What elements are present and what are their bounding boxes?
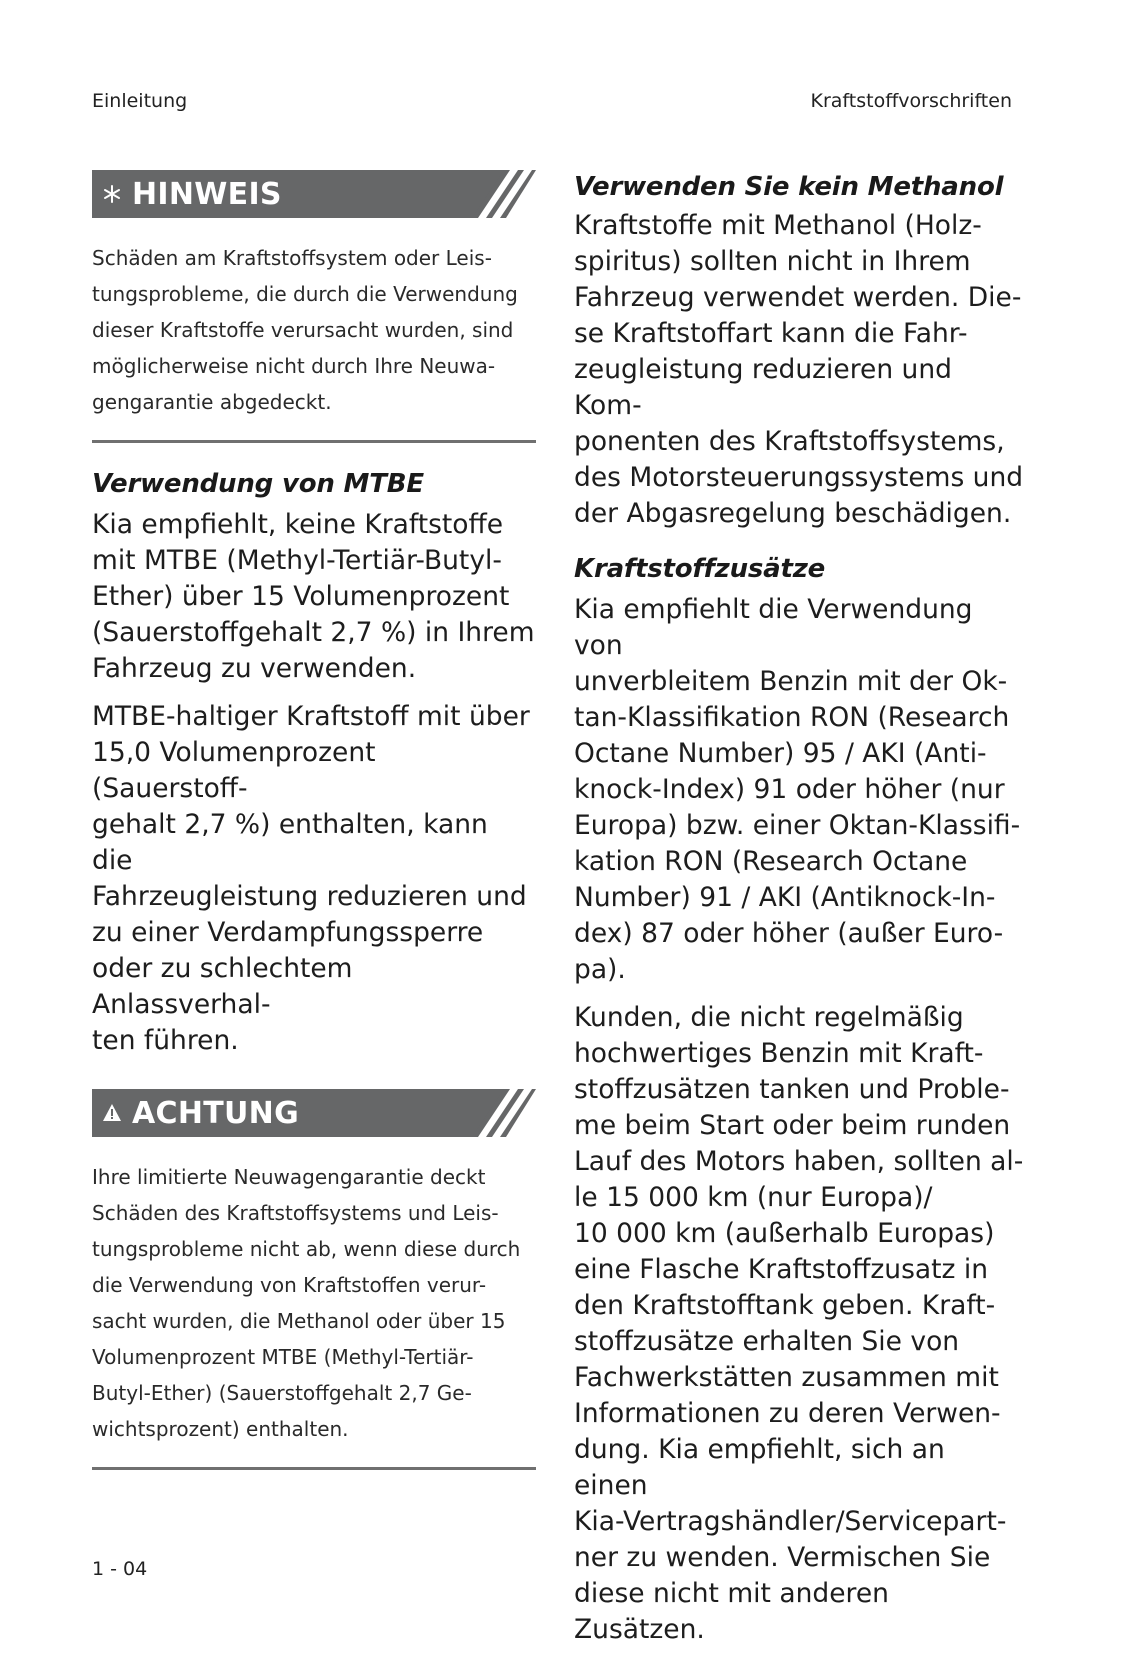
text-line: ponenten des Kraftstoffsystems,	[574, 426, 1005, 457]
achtung-box	[92, 1089, 536, 1470]
text-line: Octane Number) 95 / AKI (Anti-	[574, 738, 987, 769]
achtung-title-bar	[92, 1089, 536, 1137]
divider	[92, 440, 536, 443]
text-line: stoffzusätze erhalten Sie von	[574, 1326, 960, 1357]
text-line: tungsprobleme, die durch die Verwendung	[92, 282, 518, 306]
text-line: Kia empfiehlt, keine Kraftstoffe	[92, 509, 504, 540]
achtung-title: ACHTUNG	[132, 1095, 299, 1131]
text-line: eine Flasche Kraftstoffzusatz in	[574, 1254, 988, 1285]
text-line: 10 000 km (außerhalb Europas)	[574, 1218, 995, 1249]
mtbe-heading: Verwendung von MTBE	[92, 469, 424, 499]
text-line: den Kraftstofftank geben. Kraft-	[574, 1290, 996, 1321]
text-line: Kia empfiehlt die Verwendung von	[574, 594, 973, 661]
text-line: Europa) bzw. einer Oktan-Klassifi-	[574, 810, 1021, 841]
text-line: 15,0 Volumenprozent (Sauerstoff-	[92, 737, 376, 804]
text-line: sacht wurden, die Methanol oder über 15	[92, 1309, 506, 1333]
header-section-left: Einleitung	[92, 90, 188, 112]
text-line: se Kraftstoffart kann die Fahr-	[574, 318, 968, 349]
text-line: dung. Kia empfiehlt, sich an einen	[574, 1434, 945, 1501]
text-line: Informationen zu deren Verwen-	[574, 1398, 1001, 1429]
text-line: Lauf des Motors haben, sollten al-	[574, 1146, 1024, 1177]
hinweis-box	[92, 170, 536, 443]
text-line: Volumenprozent MTBE (Methyl-Tertiär-	[92, 1345, 474, 1369]
warning-triangle-icon	[102, 1103, 122, 1123]
asterisk-icon	[102, 184, 122, 204]
text-line: dieser Kraftstoffe verursacht wurden, sind	[92, 318, 514, 342]
text-line: Kia-Vertragshändler/Servicepart-	[574, 1506, 1007, 1537]
text-line: gengarantie abgedeckt.	[92, 390, 332, 414]
text-line: zeugleistung reduzieren und Kom-	[574, 354, 952, 421]
header-section-right: Kraftstoffvorschriften	[810, 90, 1012, 112]
text-line: Fachwerkstätten zusammen mit	[574, 1362, 999, 1393]
text-line: des Motorsteuerungssystems und	[574, 462, 1024, 493]
text-line: unverbleitem Benzin mit der Ok-	[574, 666, 1008, 697]
text-line: stoffzusätzen tanken und Proble-	[574, 1074, 1010, 1105]
methanol-heading: Verwenden Sie kein Methanol	[574, 172, 1004, 202]
text-line: möglicherweise nicht durch Ihre Neuwa-	[92, 354, 496, 378]
stripes-decoration	[456, 170, 536, 218]
text-line: die Verwendung von Kraftstoffen verur-	[92, 1273, 487, 1297]
text-line: Kraftstoffe mit Methanol (Holz-	[574, 210, 982, 241]
page-number: 1 - 04	[92, 1558, 148, 1580]
text-line: kation RON (Research Octane	[574, 846, 968, 877]
hinweis-text	[92, 240, 536, 420]
mtbe-paragraph-1	[92, 507, 536, 687]
text-line: tan-Klassifikation RON (Research	[574, 702, 1010, 733]
text-line: (Sauerstoffgehalt 2,7 %) in Ihrem	[92, 617, 535, 648]
text-line: Fahrzeug zu verwenden.	[92, 653, 417, 684]
text-line: mit MTBE (Methyl-Tertiär-Butyl-	[92, 545, 502, 576]
text-line: spiritus) sollten nicht in Ihrem	[574, 246, 971, 277]
divider	[92, 1467, 536, 1470]
stripes-decoration	[456, 1089, 536, 1137]
mtbe-paragraph-2	[92, 699, 536, 1059]
right-column	[574, 172, 1024, 1648]
text-line: der Abgasregelung beschädigen.	[574, 498, 1012, 529]
text-line: le 15 000 km (nur Europa)/	[574, 1182, 933, 1213]
text-line: me beim Start oder beim runden	[574, 1110, 1011, 1141]
hinweis-title-bar	[92, 170, 536, 218]
text-line: ner zu wenden. Vermischen Sie	[574, 1542, 991, 1573]
text-line: zu einer Verdampfungssperre	[92, 917, 484, 948]
zusaetze-heading: Kraftstoffzusätze	[574, 554, 826, 584]
hinweis-title: HINWEIS	[132, 176, 282, 212]
text-line: Ihre limitierte Neuwagengarantie deckt	[92, 1165, 486, 1189]
zusaetze-paragraph-1	[574, 592, 1024, 988]
text-line: knock-Index) 91 oder höher (nur	[574, 774, 1005, 805]
text-line: wichtsprozent) enthalten.	[92, 1417, 349, 1441]
zusaetze-paragraph-2	[574, 1000, 1024, 1648]
achtung-text	[92, 1159, 536, 1447]
left-column	[92, 170, 536, 1470]
text-line: diese nicht mit anderen Zusätzen.	[574, 1578, 889, 1645]
text-line: Ether) über 15 Volumenprozent	[92, 581, 510, 612]
text-line: Number) 91 / AKI (Antiknock-In-	[574, 882, 996, 913]
text-line: Fahrzeug verwendet werden. Die-	[574, 282, 1022, 313]
text-line: Kunden, die nicht regelmäßig	[574, 1002, 964, 1033]
text-line: pa).	[574, 954, 626, 985]
text-line: dex) 87 oder höher (außer Euro-	[574, 918, 1004, 949]
text-line: tungsprobleme nicht ab, wenn diese durch	[92, 1237, 521, 1261]
text-line: oder zu schlechtem Anlassverhal-	[92, 953, 353, 1020]
text-line: Butyl-Ether) (Sauerstoffgehalt 2,7 Ge-	[92, 1381, 472, 1405]
text-line: Schäden des Kraftstoffsystems und Leis-	[92, 1201, 499, 1225]
text-line: Schäden am Kraftstoffsystem oder Leis-	[92, 246, 492, 270]
text-line: gehalt 2,7 %) enthalten, kann die	[92, 809, 488, 876]
text-line: hochwertiges Benzin mit Kraft-	[574, 1038, 984, 1069]
text-line: ten führen.	[92, 1025, 239, 1056]
text-line: Fahrzeugleistung reduzieren und	[92, 881, 527, 912]
methanol-paragraph	[574, 208, 1024, 532]
text-line: MTBE-haltiger Kraftstoff mit über	[92, 701, 530, 732]
